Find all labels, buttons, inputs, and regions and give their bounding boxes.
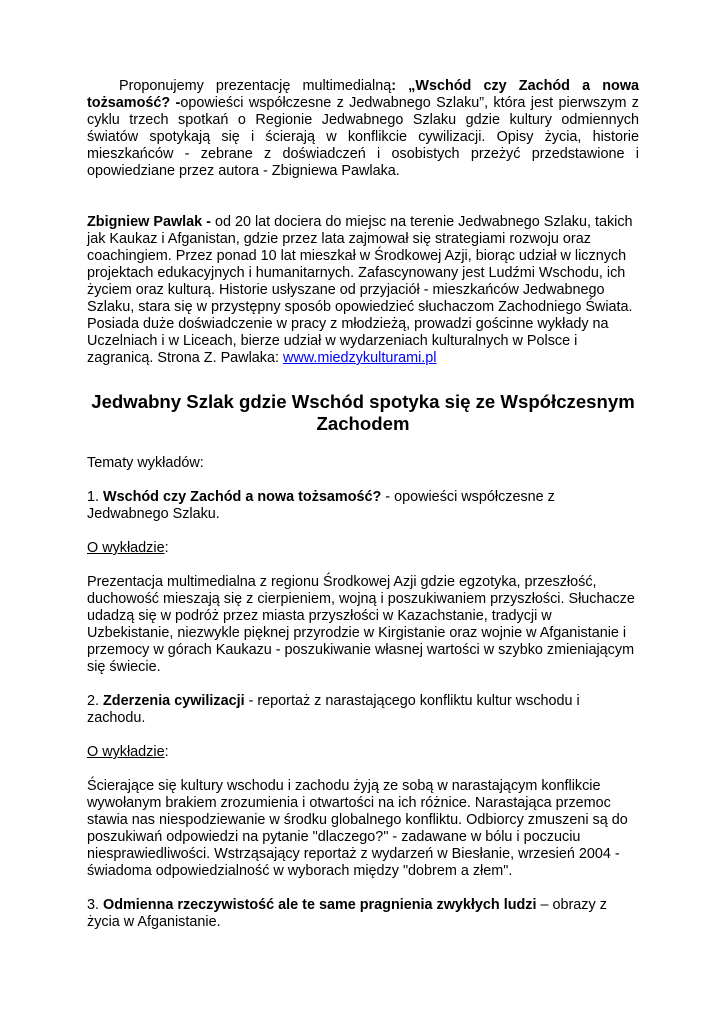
topics-label: Tematy wykładów: [87,455,204,471]
intro-rest: opowieści współczesne z Jedwabnego Szlaku”, która jest pierwszym z cyklu trzech spotkań o Regionie Jedwabnego Szlaku gdzie kultury odmiennych światów spotykają się i ścierają w konflikcie cywilizacji. Opisy życia, historie mieszkańców - zebrane z doświadczeń i osobistych przeżyć przedstawione i opowiedziane przez autora - Zbigniewa Pawlaka. [87,95,639,179]
lecture-1-heading [87,489,639,523]
lecture-1-title: Wschód czy Zachód a nowa tożsamość? [103,489,382,505]
lecture-2-about [87,744,639,761]
intro-paragraph [87,78,639,180]
intro-prefix: Proponujemy prezentację multimedialną [119,78,392,94]
bio-text: od 20 lat dociera do miejsc na terenie Jedwabnego Szlaku, takich jak Kaukaz i Afganistan, gdzie przez lata zajmował się strategiami rozwoju oraz coachingiem. Przez ponad 10 lat mieszkał w Środkowej Azji, biorąc udział w licznych projektach edukacyjnych i humanitarnych. Zafascynowany jest Ludźmi Wschodu, ich życiem oraz kulturą. Historie usłyszane od przyjaciół - mieszkańców Jedwabnego Szlaku, stara się w przystępny sposób opowiedzieć słuchaczom Zachodniego Świata. Posiada duże doświadczenie w pracy z młodzieżą, prowadzi gościnne wykłady na Uczelniach i w Liceach, bierze udział w wydarzeniach kulturalnych w Polsce i zagranicą. Strona Z. Pawlaka: [87,214,633,366]
intro-bold-title: : „Wschód czy Zachód a nowa tożsamość? - [87,78,640,111]
lecture-1-subtitle: - opowieści współczesne z Jedwabnego Szlaku. [87,489,555,522]
lecture-1-about [87,540,639,557]
lecture-2-subtitle: - reportaż z narastającego konfliktu kultur wschodu i zachodu. [87,693,580,726]
bio-paragraph [87,214,639,367]
lecture-2-about-label: O wykładzie [87,744,165,760]
lecture-3-heading [87,897,639,931]
lecture-1-about-colon: : [164,540,169,556]
lecture-3-subtitle: – obrazy z życia w Afganistanie. [87,897,607,930]
website-link[interactable]: www.miedzykulturami.pl [282,350,437,366]
lecture-3-number: 3. [87,897,100,913]
lecture-2-number: 2. [87,693,100,709]
lecture-2-description: Ścierające się kultury wschodu i zachodu żyją ze sobą w narastającym konflikcie wywołanym brakiem zrozumienia i otwartości na ich różnice. Narastająca przemoc stawia nas niespodziewanie w środku globalnego konfliktu. Odbiorcy zmuszeni są do poszukiwań odpowiedzi na pytanie "dlaczego?" - zadawane w bólu i poczuciu niesprawiedliwości. Wstrząsający reportaż z wydarzeń w Biesłanie, wrzesień 2004 - świadoma odpowiedzialność w wyborach między "dobrem a złem". [87,778,628,879]
document-page [87,78,639,931]
lecture-2-title: Zderzenia cywilizacji [103,693,245,709]
lecture-1-number: 1. [87,489,100,505]
section-title: Jedwabny Szlak gdzie Wschód spotyka się ze Współczesnym Zachodem [91,391,635,434]
lecture-1-about-label: O wykładzie [87,540,165,556]
lecture-2-heading [87,693,639,727]
lecture-3-title: Odmienna rzeczywistość ale te same pragnienia zwykłych ludzi [103,897,537,913]
lecture-1-description: Prezentacja multimedialna z regionu Środkowej Azji gdzie egzotyka, przeszłość, duchowość mieszają się z cierpieniem, wojną i poszukiwaniem przyszłości. Słuchacze udadzą się w podróż przez miasta przyszłości w Kazachstanie, tradycji w Uzbekistanie, niezwykle pięknej przyrodzie w Kirgistanie oraz wojnie w Afganistanie i przemocy w górach Kaukazu - poszukiwanie własnej wartości w szybko zmieniającym się świecie. [87,574,635,675]
lecture-2-about-colon: : [164,744,169,760]
bio-name: Zbigniew Pawlak - [87,214,211,230]
